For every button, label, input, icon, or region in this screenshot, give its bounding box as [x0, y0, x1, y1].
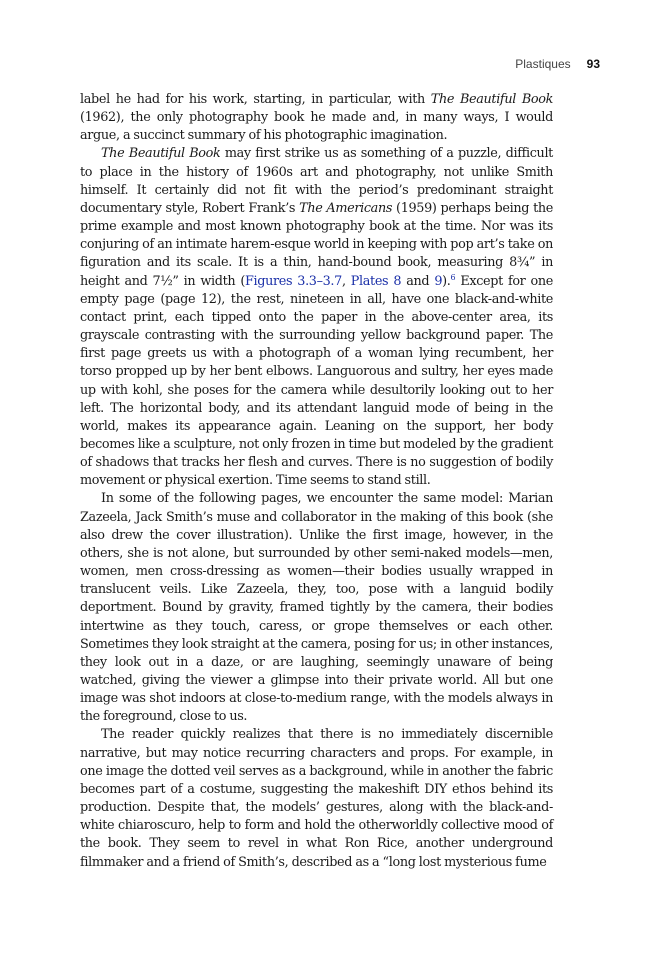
plate-9-reference-link[interactable]: 9 [434, 273, 443, 289]
page-number: 93 [586, 57, 600, 71]
book-title-beautiful-book: The Beautiful Book [430, 92, 553, 107]
figure-reference-link[interactable]: Figures 3.3–3.7 [244, 273, 342, 289]
paragraph-2-text-a: may first strike us as something of a puzzle, difficult to place in the history of 1960s art and photography, not unlike Smith himself. It certainly did not fit with the period’s predominant straight documentary style, Robert Frank’s [80, 146, 553, 216]
paragraph-2-text-b: (1959) perhaps being the prime example and most known photography book at the time. Nor was its conjuring of an intimate harem-esque world in keeping with pop art’s take on figuration and its scale. It is a thin, hand-bound book, measuring 8¾” in height and 7½” in width ( [80, 200, 553, 289]
reference-separator: , [341, 273, 351, 289]
paragraph-3: In some of the following pages, we encounter the same model: Marian Zazeela, Jack Smith’s muse and collaborator in the making of this book (she also drew the cover illustration). Unlike the first image, however, in the others, she is not alone, but surrounded by other semi-naked models—men, women, men cross-dressing as women—their bodies usually wrapped in translucent veils. Like Zazeela, they, too, pose with a languid bodily deportment. Bound by gravity, framed tightly by the camera, their bodies intertwine as they touch, caress, or grope themselves or each other. Sometimes they look straight at the camera, posing for us; in other instances, they look out in a daze, or are laughing, seemingly unaware of being watched, giving the viewer a glimpse into their private world. All but one image was shot indoors at close-to-medium range, with the models always in the foreground, close to us. [80, 491, 553, 725]
paragraph-1-text-b: (1962), the only photography book he made and, in many ways, I would argue, a succinct summary of his photographic imagination. [80, 110, 553, 144]
reference-separator: and [401, 273, 435, 289]
book-title-the-americans: The Americans [299, 200, 393, 216]
paragraph-1 [80, 91, 553, 145]
plate-8-reference-link[interactable]: Plates 8 [350, 273, 402, 289]
paragraph-2-text-c: ). [442, 273, 451, 289]
paragraph-2 [80, 145, 553, 490]
running-head-section-title: Plastiques [515, 57, 571, 71]
running-head [515, 57, 600, 71]
paragraph-4: The reader quickly realizes that there is no immediately discernible narrative, but may notice recurring characters and props. For example, in one image the dotted veil serves as a background, while in another the fabric becomes part of a costume, suggesting the makeshift DIY ethos behind its production. Despite that, the models’ gestures, along with the black-and-white chiaroscuro, help to form and hold the otherworldly collective mood of the book. They seem to revel in what Ron Rice, another underground filmmaker and a friend of Smith’s, described as a “long lost mysterious fume [80, 727, 553, 870]
paragraph-1-text-a: label he had for his work, starting, in particular, with [80, 92, 431, 107]
body-text [80, 91, 553, 872]
paragraph-2-text-d: Except for one empty page (page 12), the rest, nineteen in all, have one black-and-white contact print, each tipped onto the paper in the above-center area, its grayscale contrasting with the surrounding yellow background paper. The first page greets us with a photograph of a woman lying recumbent, her torso propped up by her bent elbows. Languorous and sultry, her eyes made up with kohl, she poses for the camera while desultorily looking out to her left. The horizontal body, and its attendant languid mode of being in the world, makes its appearance again. Leaning on the support, her body becomes like a sculpture, not only frozen in time but modeled by the gradient of shadows that tracks her flesh and curves. There is no suggestion of bodily movement or physical exertion. Time seems to stand still. [80, 273, 553, 489]
book-title-beautiful-book: The Beautiful Book [101, 146, 221, 162]
footnote-marker[interactable]: 6 [450, 272, 456, 282]
